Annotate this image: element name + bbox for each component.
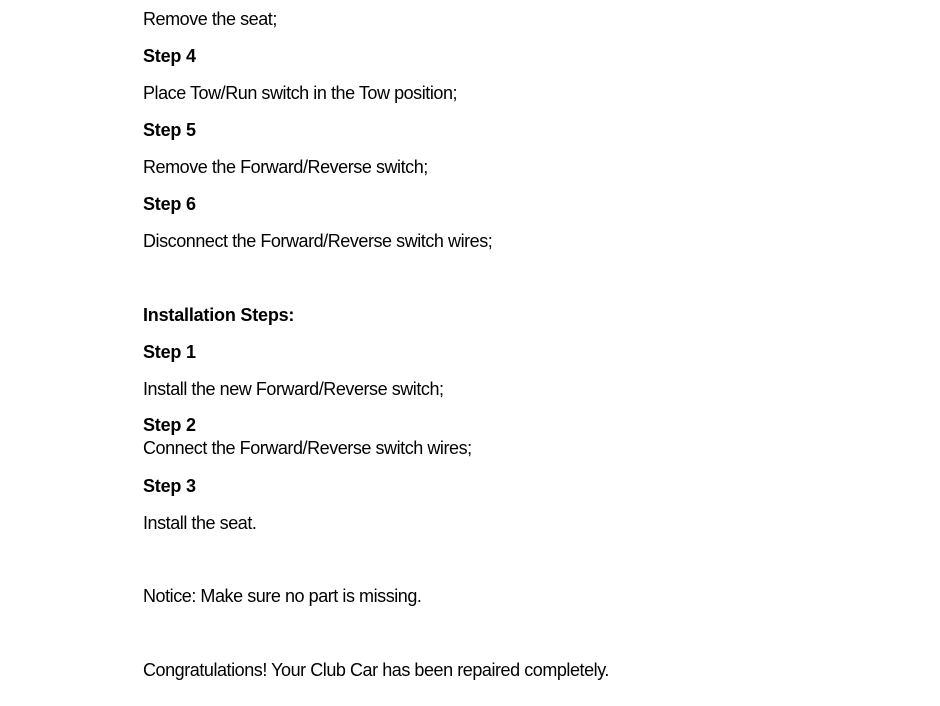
removal-step6-heading: Step 6 [143, 194, 196, 214]
removal-step4-heading: Step 4 [143, 46, 196, 66]
installation-step3-heading: Step 3 [143, 476, 196, 496]
removal-step3-text: Remove the seat; [143, 9, 277, 29]
notice-text: Notice: Make sure no part is missing. [143, 586, 422, 606]
removal-step5-text: Remove the Forward/Reverse switch; [143, 157, 428, 177]
removal-step4-text: Place Tow/Run switch in the Tow position; [143, 83, 458, 103]
installation-step1-heading: Step 1 [143, 342, 196, 362]
installation-heading: Installation Steps: [143, 305, 295, 325]
removal-step5-heading: Step 5 [143, 120, 196, 140]
installation-step2-heading: Step 2 [143, 415, 196, 435]
installation-step3-text: Install the seat. [143, 513, 257, 533]
installation-step1-text: Install the new Forward/Reverse switch; [143, 379, 444, 399]
removal-step6-text: Disconnect the Forward/Reverse switch wires; [143, 231, 493, 251]
installation-step2-text: Connect the Forward/Reverse switch wires; [143, 438, 472, 458]
congratulations-text: Congratulations! Your Club Car has been repaired completely. [143, 660, 609, 680]
